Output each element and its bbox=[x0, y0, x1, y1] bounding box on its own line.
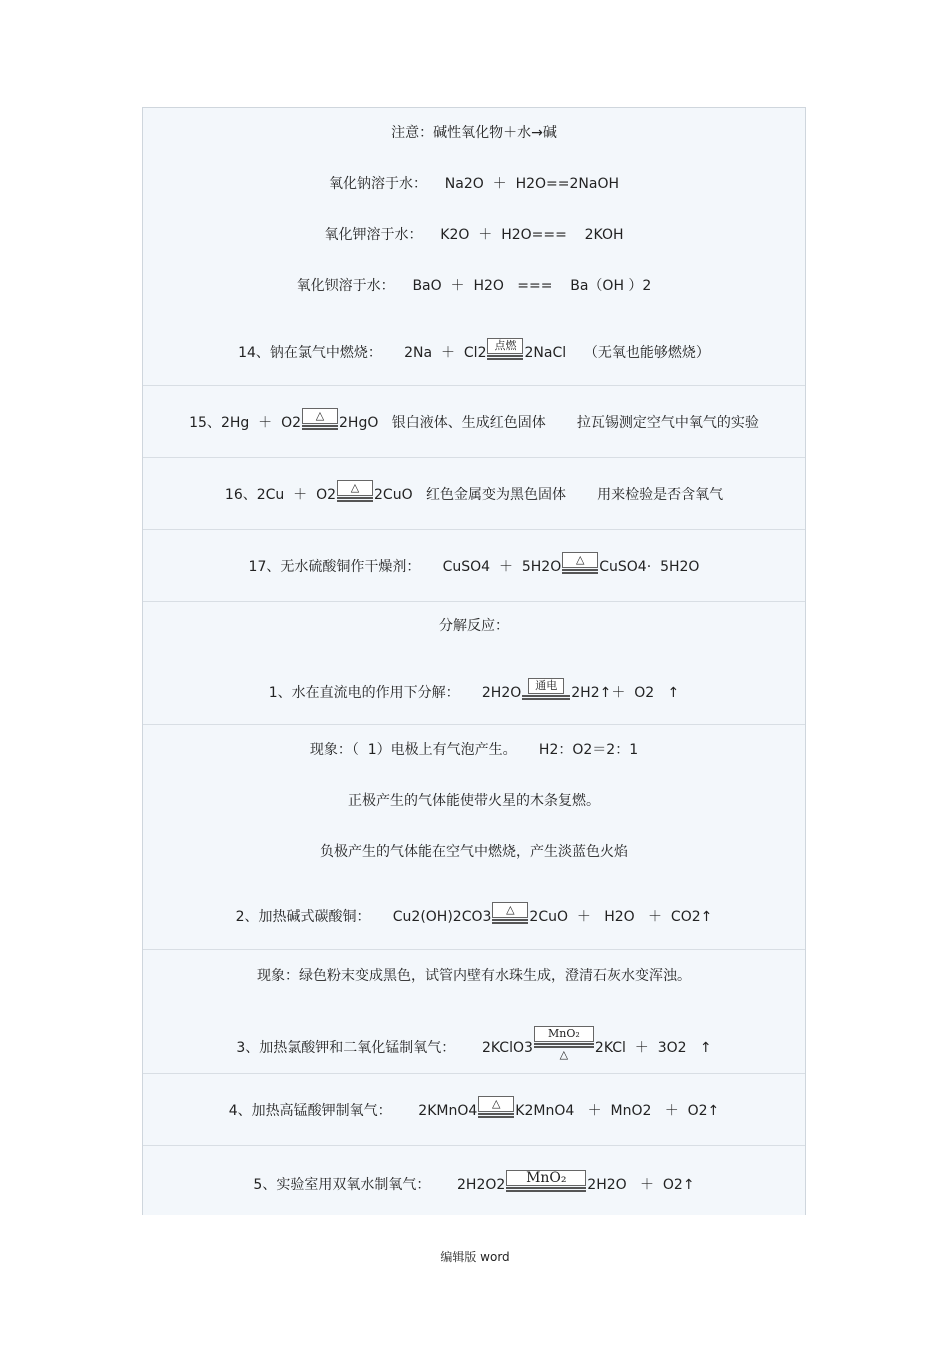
reaction-table bbox=[142, 107, 806, 1215]
phenomenon-4: 现象：绿色粉末变成黑色，试管内壁有水珠生成，澄清石灰水变浑浊。 bbox=[257, 968, 691, 984]
bao-line: 氧化钡溶于水： BaO ＋ H2O === Ba（OH ）2 bbox=[296, 278, 652, 294]
eq17-right: CuSO4· 5H2O bbox=[599, 559, 700, 575]
equals-bar bbox=[478, 1113, 514, 1118]
condition-ignite bbox=[487, 338, 523, 360]
row-divider bbox=[143, 724, 805, 725]
condition-label: 点燃 bbox=[487, 338, 523, 354]
equation-14 bbox=[143, 314, 805, 366]
equals-bar bbox=[487, 355, 523, 360]
condition-label: △ bbox=[478, 1096, 514, 1112]
condition-electric bbox=[522, 678, 570, 700]
condition-label: MnO₂ bbox=[534, 1026, 594, 1042]
d4-right: K2MnO4 ＋ MnO2 ＋ O2↑ bbox=[515, 1103, 720, 1119]
d3-right: 2KCl ＋ 3O2 ↑ bbox=[594, 1040, 712, 1056]
equals-bar bbox=[337, 497, 373, 502]
eq15-left: 15、2Hg ＋ O2 bbox=[189, 415, 302, 431]
k2o-line: 氧化钾溶于水： K2O ＋ H2O=== 2KOH bbox=[324, 227, 624, 243]
equals-bar bbox=[522, 695, 570, 700]
equals-bar bbox=[506, 1187, 586, 1192]
condition-label: △ bbox=[337, 480, 373, 496]
d4-left: 4、加热高锰酸钾制氧气： 2KMnO4 bbox=[228, 1103, 478, 1119]
d2-right: 2CuO ＋ H2O ＋ CO2↑ bbox=[529, 909, 713, 925]
condition-label: 通电 bbox=[528, 678, 564, 694]
equation-d5 bbox=[143, 1146, 805, 1198]
d2-left: 2、加热碱式碳酸铜： Cu2(OH)2CO3 bbox=[235, 909, 492, 925]
condition-sublabel: △ bbox=[559, 1048, 569, 1061]
condition-label: MnO₂ bbox=[506, 1170, 586, 1186]
phenomenon-3: 负极产生的气体能在空气中燃烧，产生淡蓝色火焰 bbox=[320, 844, 628, 860]
condition-mno2-heat bbox=[534, 1026, 594, 1061]
equals-bar bbox=[302, 425, 338, 430]
equation-d2 bbox=[143, 878, 805, 930]
condition-mno2 bbox=[506, 1170, 586, 1192]
equation-16 bbox=[143, 456, 805, 508]
condition-heat bbox=[492, 902, 528, 924]
equals-bar bbox=[492, 919, 528, 924]
equation-17 bbox=[143, 528, 805, 580]
equation-15 bbox=[143, 384, 805, 436]
condition-label: △ bbox=[492, 902, 528, 918]
condition-heat bbox=[302, 408, 338, 430]
condition-label: △ bbox=[562, 552, 598, 568]
phenomenon-1: 现象：（ 1）电极上有气泡产生。 H2：O2＝2：1 bbox=[309, 742, 639, 758]
phenomenon-2: 正极产生的气体能使带火星的木条复燃。 bbox=[348, 793, 600, 809]
note-line: 注意：碱性氧化物＋水→碱 bbox=[391, 125, 557, 141]
equation-d4 bbox=[143, 1072, 805, 1124]
eq17-left: 17、无水硫酸铜作干燥剂： CuSO4 ＋ 5H2O bbox=[248, 559, 562, 575]
condition-label: △ bbox=[302, 408, 338, 424]
condition-heat bbox=[337, 480, 373, 502]
eq14-left: 14、钠在氯气中燃烧： 2Na ＋ Cl2 bbox=[238, 345, 487, 361]
page-footer: 编辑版 word bbox=[440, 1250, 510, 1264]
eq16-right: 2CuO 红色金属变为黑色固体 用来检验是否含氧气 bbox=[374, 487, 724, 503]
decomposition-heading: 分解反应： bbox=[439, 618, 509, 634]
equation-d1 bbox=[143, 654, 805, 706]
condition-heat bbox=[478, 1096, 514, 1118]
row-divider bbox=[143, 949, 805, 950]
row-divider bbox=[143, 601, 805, 602]
d1-right: 2H2↑＋ O2 ↑ bbox=[571, 685, 680, 701]
eq16-left: 16、2Cu ＋ O2 bbox=[224, 487, 337, 503]
eq15-right: 2HgO 银白液体、生成红色固体 拉瓦锡测定空气中氧气的实验 bbox=[339, 415, 759, 431]
d3-left: 3、加热氯酸钾和二氧化锰制氧气： 2KClO3 bbox=[236, 1040, 533, 1056]
na2o-line: 氧化钠溶于水： Na2O ＋ H2O==2NaOH bbox=[328, 176, 619, 192]
equals-bar bbox=[562, 569, 598, 574]
equation-d3 bbox=[143, 1009, 805, 1061]
eq14-right: 2NaCl （无氧也能够燃烧） bbox=[524, 345, 710, 361]
condition-heat bbox=[562, 552, 598, 574]
d5-right: 2H2O ＋ O2↑ bbox=[587, 1177, 695, 1193]
d1-left: 1、水在直流电的作用下分解： 2H2O bbox=[268, 685, 522, 701]
d5-left: 5、实验室用双氧水制氧气： 2H2O2 bbox=[253, 1177, 506, 1193]
